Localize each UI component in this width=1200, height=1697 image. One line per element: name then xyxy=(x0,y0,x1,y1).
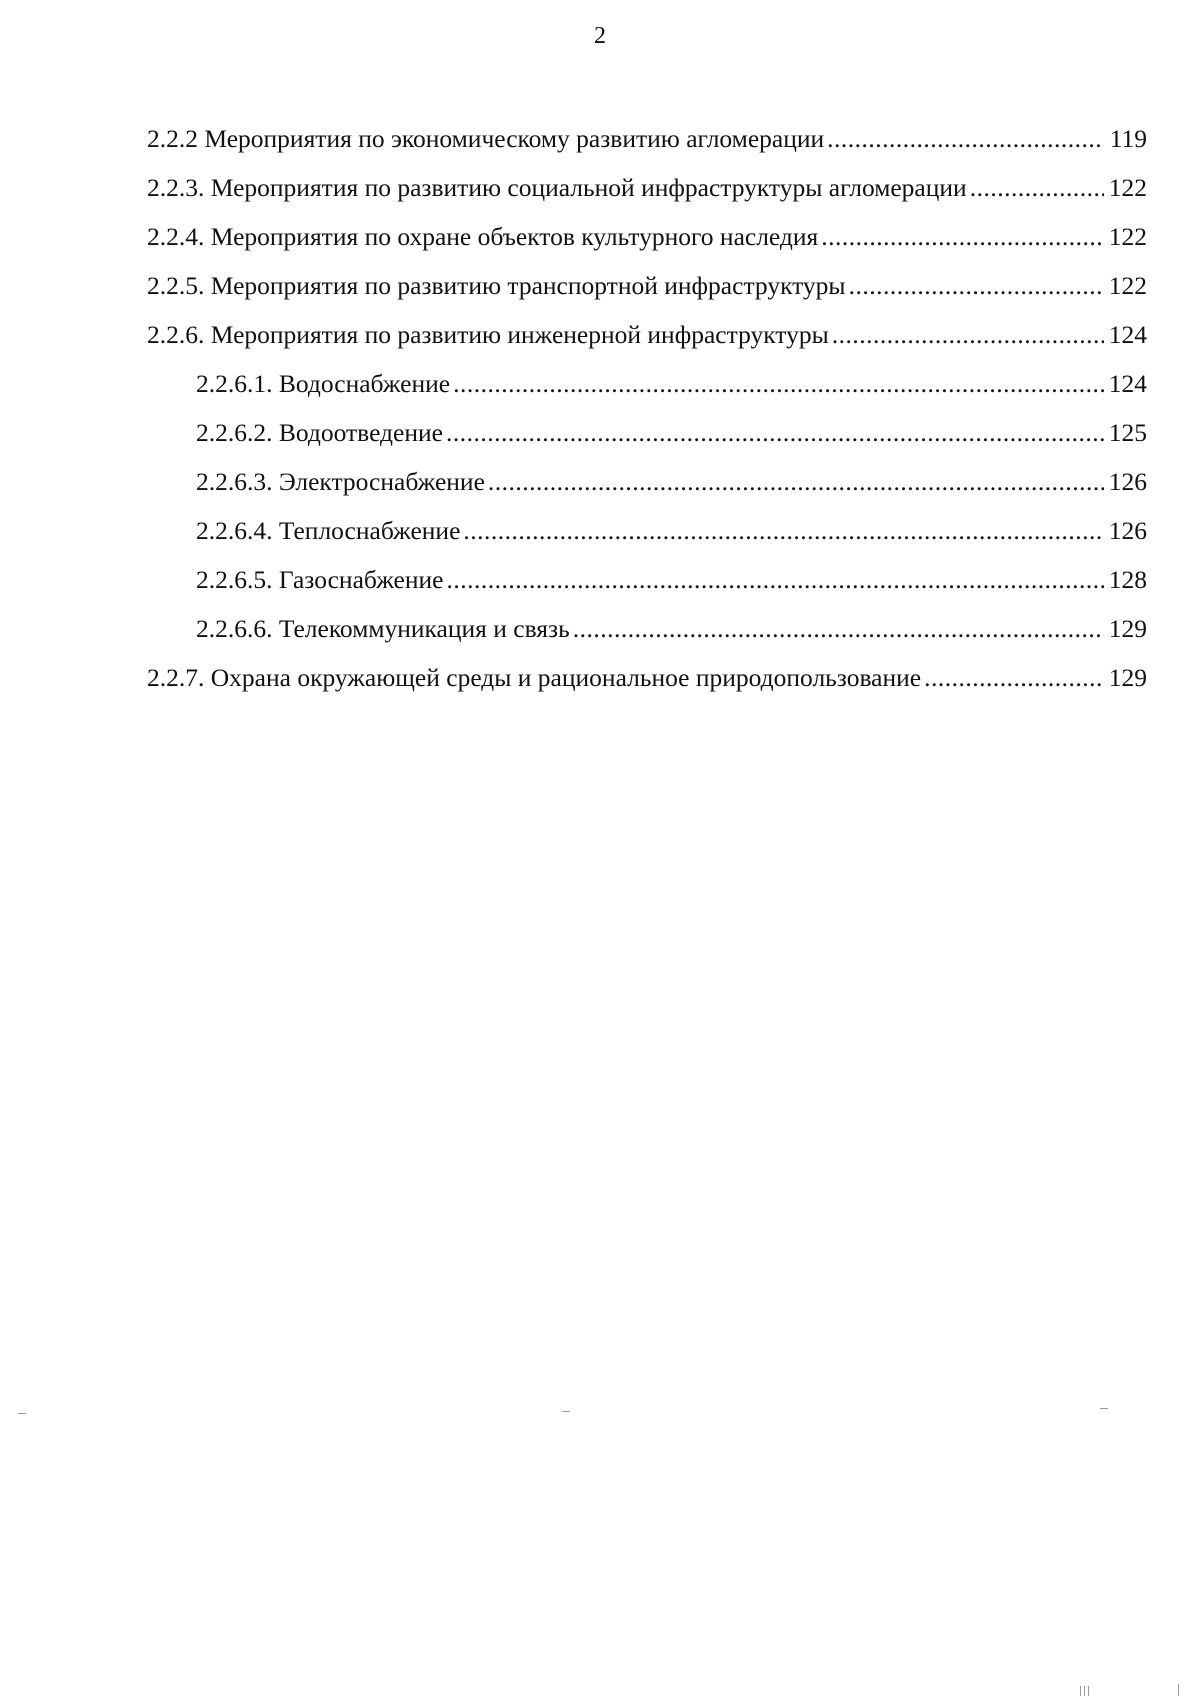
toc-entry[interactable] xyxy=(147,212,1147,261)
toc-dot-leader xyxy=(446,555,1104,604)
toc-dot-leader xyxy=(446,408,1104,457)
scan-mark xyxy=(1084,1686,1085,1696)
toc-entry-page: 122 xyxy=(1108,222,1147,251)
toc-dot-leader xyxy=(924,653,1104,702)
toc-entry-title: 2.2.7. Охрана окружающей среды и рациональное природопользование xyxy=(147,663,922,692)
toc-dot-leader xyxy=(970,163,1104,212)
toc-entry-title: 2.2.6.5. Газоснабжение xyxy=(196,565,444,594)
toc-dot-leader xyxy=(488,457,1104,506)
toc-dot-leader xyxy=(832,310,1104,359)
toc-entry-page: 124 xyxy=(1108,369,1147,398)
toc-entry-page: 122 xyxy=(1108,173,1147,202)
toc-entry-title: 2.2.6.2. Водоотведение xyxy=(196,418,443,447)
toc-dot-leader xyxy=(453,359,1104,408)
toc-dot-leader xyxy=(827,114,1104,163)
toc-entry[interactable] xyxy=(147,114,1147,163)
toc-entry-title: 2.2.6. Мероприятия по развитию инженерной инфраструктуры xyxy=(147,320,829,349)
toc-entry-title: 2.2.5. Мероприятия по развитию транспортной инфраструктуры xyxy=(147,271,846,300)
toc-entry-title: 2.2.6.3. Электроснабжение xyxy=(196,467,485,496)
toc-dot-leader xyxy=(821,212,1104,261)
toc-dot-leader xyxy=(463,506,1104,555)
toc-entry-page: 126 xyxy=(1108,467,1147,496)
toc-entry-title: 2.2.6.1. Водоснабжение xyxy=(196,369,451,398)
toc-dot-leader xyxy=(849,261,1104,310)
scan-mark xyxy=(1088,1686,1089,1696)
table-of-contents xyxy=(147,114,1147,702)
toc-entry-title: 2.2.6.6. Телекоммуникация и связь xyxy=(196,614,570,643)
toc-entry-page: 126 xyxy=(1108,516,1147,545)
toc-entry-title: 2.2.2 Мероприятия по экономическому развитию агломерации xyxy=(147,124,825,153)
toc-subentry[interactable] xyxy=(147,408,1147,457)
toc-entry-page: 124 xyxy=(1108,320,1147,349)
toc-dot-leader xyxy=(573,604,1104,653)
scan-mark xyxy=(1178,1684,1179,1696)
scan-mark xyxy=(1100,1408,1108,1409)
toc-subentry[interactable] xyxy=(147,506,1147,555)
toc-entry-page: 122 xyxy=(1108,271,1147,300)
toc-entry[interactable] xyxy=(147,653,1147,702)
toc-subentry[interactable] xyxy=(147,555,1147,604)
toc-entry-page: 125 xyxy=(1108,418,1147,447)
scan-mark xyxy=(18,1413,26,1414)
toc-subentry[interactable] xyxy=(147,457,1147,506)
toc-entry-page: 129 xyxy=(1108,614,1147,643)
toc-entry-title: 2.2.6.4. Теплоснабжение xyxy=(196,516,461,545)
toc-entry-page: 128 xyxy=(1108,565,1147,594)
toc-entry[interactable] xyxy=(147,261,1147,310)
toc-entry-title: 2.2.3. Мероприятия по развитию социальной инфраструктуры агломерации xyxy=(147,173,967,202)
toc-subentry[interactable] xyxy=(147,604,1147,653)
toc-entry-page: 119 xyxy=(1109,124,1147,153)
page-number: 2 xyxy=(594,23,606,49)
toc-entry[interactable] xyxy=(147,163,1147,212)
toc-entry-title: 2.2.4. Мероприятия по охране объектов культурного наследия xyxy=(147,222,819,251)
toc-entry[interactable] xyxy=(147,310,1147,359)
scan-mark xyxy=(1080,1686,1081,1696)
scan-mark xyxy=(562,1411,570,1412)
toc-entry-page: 129 xyxy=(1108,663,1147,692)
toc-subentry[interactable] xyxy=(147,359,1147,408)
